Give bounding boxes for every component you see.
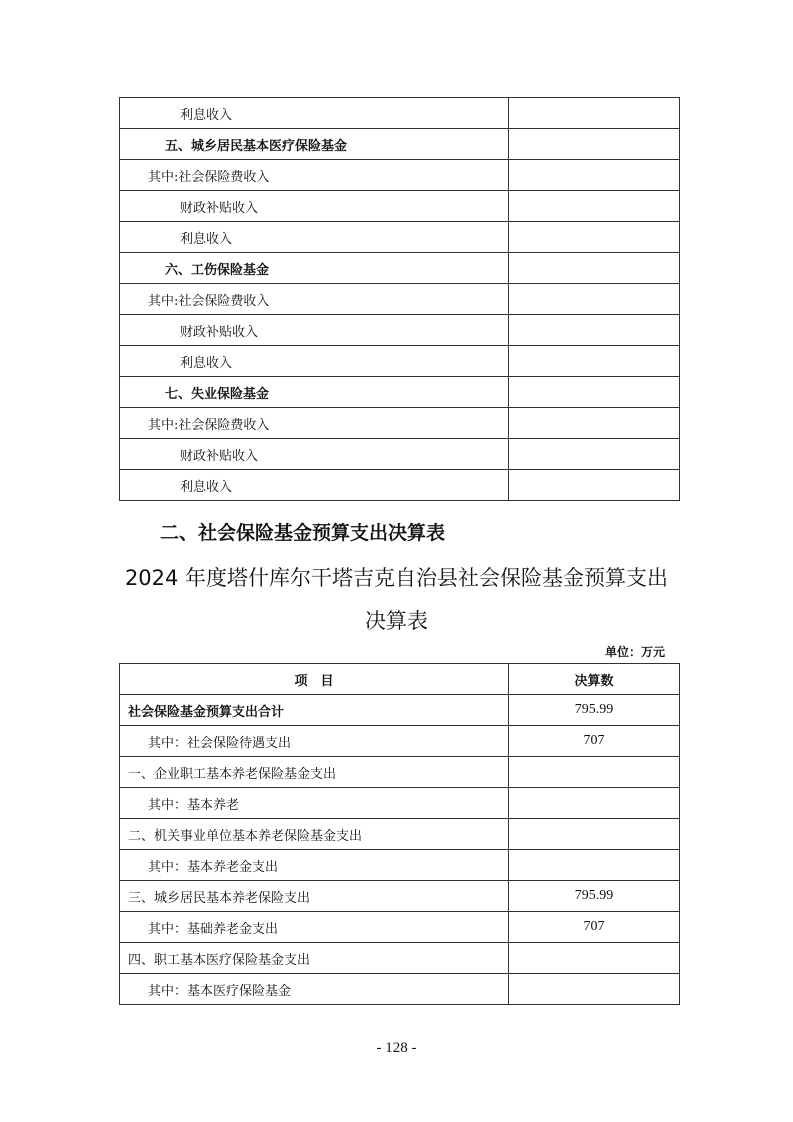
header-value: 决算数 — [509, 664, 680, 695]
row-value — [509, 819, 680, 850]
table-title-line1: 2024 年度塔什库尔干塔吉克自治县社会保险基金预算支出 — [124, 566, 669, 590]
row-value — [509, 408, 680, 439]
table-row — [120, 470, 680, 501]
row-item: 利息收入 — [120, 346, 509, 377]
row-value — [509, 943, 680, 974]
row-value: 795.99 — [509, 881, 680, 912]
row-item: 财政补贴收入 — [120, 439, 509, 470]
row-item: 其中:社会保险费收入 — [120, 284, 509, 315]
table-row — [120, 408, 680, 439]
row-item: 利息收入 — [120, 222, 509, 253]
row-value — [509, 129, 680, 160]
table-row — [120, 253, 680, 284]
page-number: - 128 - — [376, 1040, 417, 1056]
table-row — [120, 943, 680, 974]
table-row — [120, 819, 680, 850]
row-item: 财政补贴收入 — [120, 315, 509, 346]
table-row — [120, 726, 680, 757]
row-item: 二、机关事业单位基本养老保险基金支出 — [120, 819, 509, 850]
table-row — [120, 98, 680, 129]
row-item: 财政补贴收入 — [120, 191, 509, 222]
row-value — [509, 284, 680, 315]
table-row — [120, 284, 680, 315]
row-item: 利息收入 — [120, 470, 509, 501]
row-item: 三、城乡居民基本养老保险支出 — [120, 881, 509, 912]
table-row — [120, 757, 680, 788]
expenditure-table — [119, 663, 680, 1005]
row-value — [509, 470, 680, 501]
table-row — [120, 912, 680, 943]
row-value — [509, 253, 680, 284]
row-value — [509, 850, 680, 881]
table-row — [120, 129, 680, 160]
row-value — [509, 439, 680, 470]
table-row — [120, 191, 680, 222]
row-item: 六、工伤保险基金 — [120, 253, 509, 284]
row-item: 利息收入 — [120, 98, 509, 129]
unit-label: 单位：万元 — [604, 645, 665, 659]
row-item: 一、企业职工基本养老保险基金支出 — [120, 757, 509, 788]
row-item: 社会保险基金预算支出合计 — [120, 695, 509, 726]
row-value — [509, 315, 680, 346]
header-item: 项 目 — [120, 664, 509, 695]
table-row — [120, 222, 680, 253]
row-value — [509, 377, 680, 408]
row-value — [509, 788, 680, 819]
row-item: 五、城乡居民基本医疗保险基金 — [120, 129, 509, 160]
row-item: 其中：基础养老金支出 — [120, 912, 509, 943]
table-row — [120, 974, 680, 1005]
row-item: 其中：基本养老金支出 — [120, 850, 509, 881]
row-item: 其中：基本医疗保险基金 — [120, 974, 509, 1005]
table-row — [120, 695, 680, 726]
row-item: 七、失业保险基金 — [120, 377, 509, 408]
table-row — [120, 881, 680, 912]
table-title-line2: 决算表 — [365, 609, 428, 633]
row-item: 四、职工基本医疗保险基金支出 — [120, 943, 509, 974]
row-value — [509, 757, 680, 788]
income-table-continued — [119, 97, 680, 501]
row-value — [509, 160, 680, 191]
row-value — [509, 222, 680, 253]
table-row — [120, 788, 680, 819]
row-item: 其中:社会保险费收入 — [120, 160, 509, 191]
row-value: 707 — [509, 912, 680, 943]
table-header-row — [120, 664, 680, 695]
row-value: 795.99 — [509, 695, 680, 726]
row-value — [509, 191, 680, 222]
table-row — [120, 346, 680, 377]
row-item: 其中:社会保险费收入 — [120, 408, 509, 439]
row-item: 其中：社会保险待遇支出 — [120, 726, 509, 757]
row-item: 其中：基本养老 — [120, 788, 509, 819]
row-value: 707 — [509, 726, 680, 757]
row-value — [509, 974, 680, 1005]
row-value — [509, 98, 680, 129]
table-row — [120, 377, 680, 408]
table-row — [120, 160, 680, 191]
row-value — [509, 346, 680, 377]
section-heading: 二、社会保险基金预算支出决算表 — [160, 522, 446, 544]
table-row — [120, 850, 680, 881]
table-row — [120, 315, 680, 346]
table-row — [120, 439, 680, 470]
